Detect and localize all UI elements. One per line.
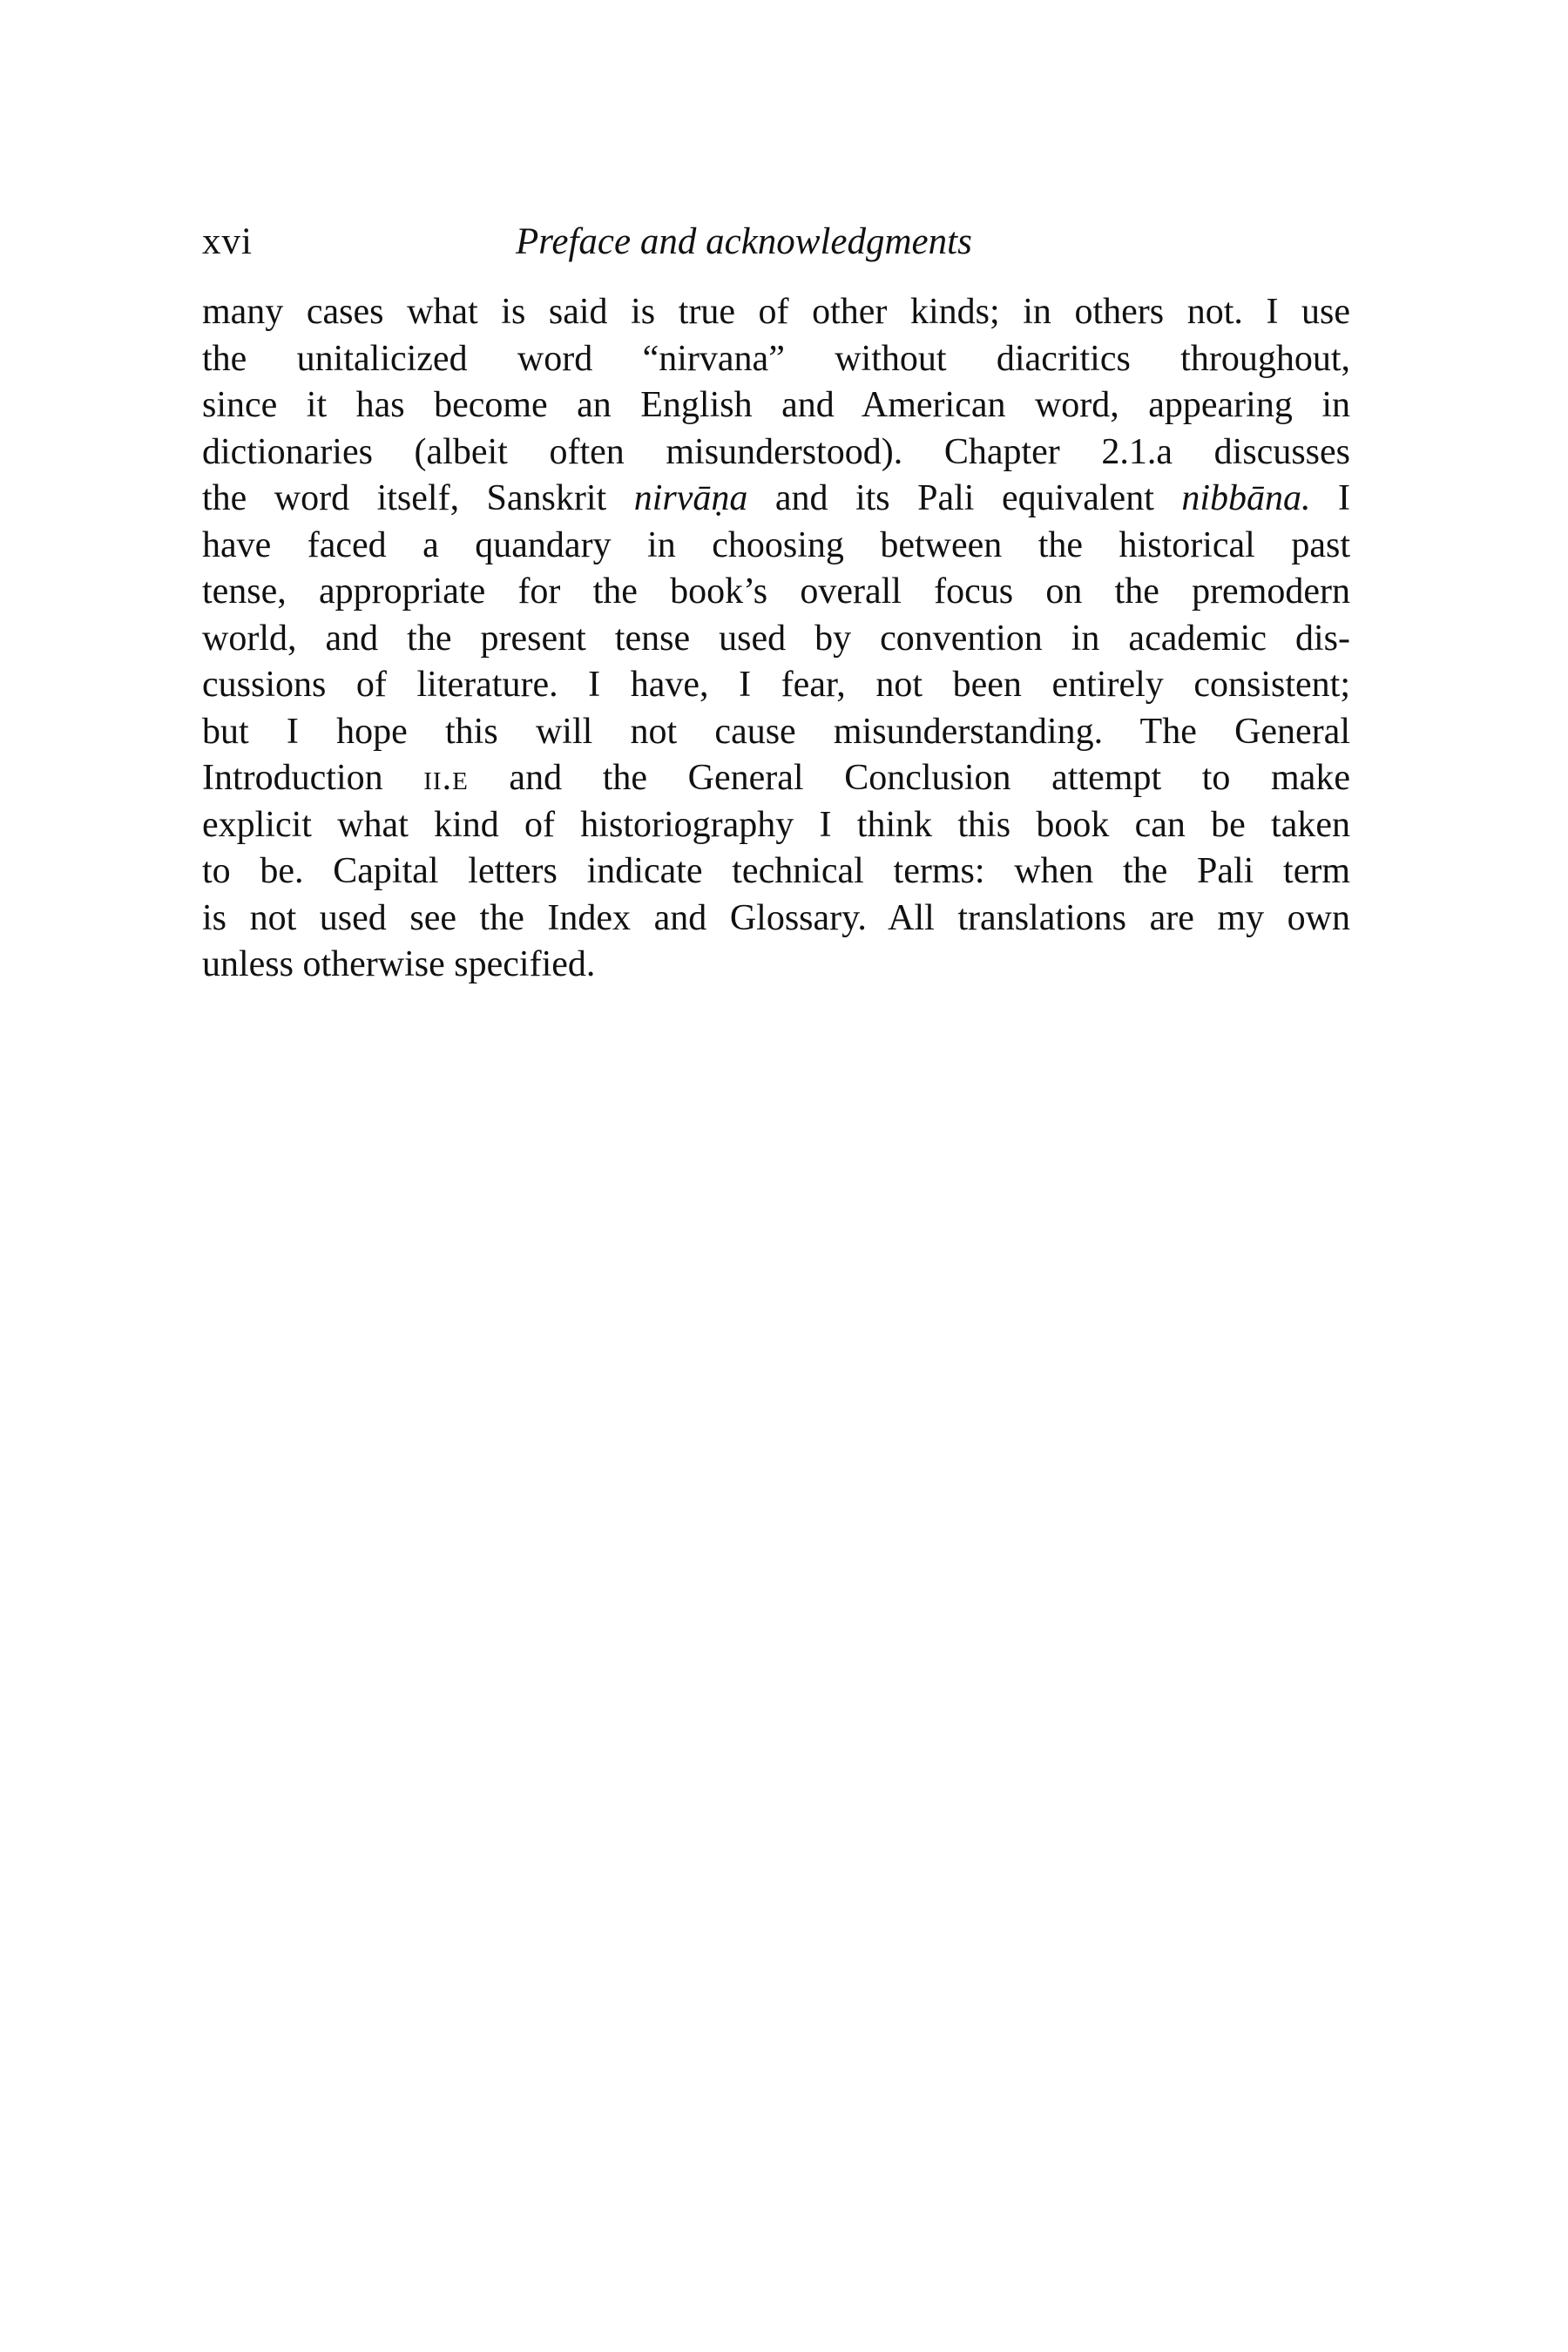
body-paragraph	[202, 289, 1350, 989]
section-reference: ii.e	[423, 758, 469, 798]
text-line: dictionaries (albeit often misunderstood). Chapter 2.1.a discusses	[202, 431, 1350, 472]
text-run: Introduction	[202, 758, 424, 798]
page-number: xvi	[202, 221, 253, 262]
text-line: the unitalicized word “nirvana” without diacritics throughout,	[202, 338, 1350, 379]
pali-term: nibbāna.	[1181, 478, 1311, 518]
text-line: unless otherwise specified.	[202, 944, 596, 984]
running-title: Preface and acknowledgments	[516, 221, 972, 262]
running-head	[202, 212, 1352, 273]
text-run: I	[1310, 478, 1350, 518]
text-line: many cases what is said is true of other kinds; in others not. I use	[202, 292, 1350, 332]
text-line: tense, appropriate for the book’s overall focus on the premodern	[202, 571, 1350, 612]
text-line: cussions of literature. I have, I fear, not been entirely consistent;	[202, 665, 1350, 705]
text-line: explicit what kind of historiography I think this book can be taken	[202, 804, 1350, 845]
text-line: have faced a quandary in choosing between the historical past	[202, 524, 1350, 565]
text-line: but I hope this will not cause misunderstanding. The General	[202, 711, 1350, 752]
text-run: and its Pali equivalent	[747, 478, 1182, 518]
text-run: the word itself, Sanskrit	[202, 478, 634, 518]
text-line: to be. Capital letters indicate technical terms: when the Pali term	[202, 851, 1350, 891]
text-line: since it has become an English and American word, appearing in	[202, 385, 1350, 425]
text-line	[202, 755, 1350, 802]
text-line: world, and the present tense used by convention in academic dis-	[202, 618, 1350, 659]
text-line	[202, 476, 1350, 523]
text-line: is not used see the Index and Glossary. All translations are my own	[202, 897, 1350, 938]
sanskrit-term: nirvāṇa	[633, 478, 748, 518]
text-run: and the General Conclusion attempt to make	[468, 758, 1351, 798]
